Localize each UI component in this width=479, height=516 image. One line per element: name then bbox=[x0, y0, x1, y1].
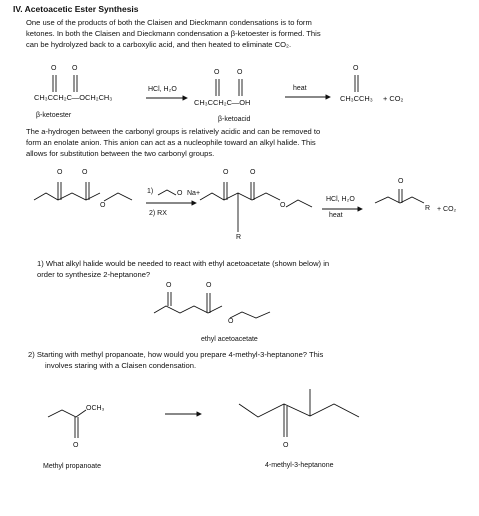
ester-oxygen: O bbox=[280, 202, 286, 209]
carbonyl-oxygen: O bbox=[250, 169, 256, 176]
carbonyl-oxygen: O bbox=[353, 65, 359, 72]
carbonyl-oxygen: O bbox=[73, 442, 79, 449]
ester-oxygen: O bbox=[100, 202, 106, 209]
ethyl-acetoacetate-label: ethyl acetoacetate bbox=[201, 336, 258, 343]
carbonyl-oxygen: O bbox=[214, 69, 220, 76]
scheme2-alkylated-skeleton bbox=[200, 182, 312, 232]
carbonyl-oxygen: O bbox=[57, 169, 63, 176]
carbonyl-oxygen: O bbox=[206, 282, 212, 289]
step1-label: 1) bbox=[147, 188, 154, 195]
co2-product: + CO₂ bbox=[383, 94, 404, 103]
hydrolysis-reagent: HCl, H₂O bbox=[148, 86, 177, 93]
ethoxide-skeleton bbox=[158, 190, 176, 195]
acetone-formula: CH₃CCH₃ bbox=[340, 94, 373, 103]
ethoxide-oxygen: O bbox=[177, 190, 183, 197]
methyl-propanoate-label: Methyl propanoate bbox=[43, 463, 101, 470]
ketoester-formula: CH₃CCH₂C—OCH₂CH₃ bbox=[34, 93, 113, 102]
r-product-label: R bbox=[425, 205, 431, 212]
target-ketone-label: 4-methyl-3-heptanone bbox=[265, 462, 334, 469]
section-title: IV. Acetoacetic Ester Synthesis bbox=[13, 4, 139, 14]
heat-reagent-2: heat bbox=[329, 212, 343, 219]
heat-reagent: heat bbox=[293, 85, 307, 92]
scheme1-carbonyls bbox=[53, 75, 358, 96]
question-1-line: 1) What alkyl halide would be needed to react with ethyl acetoacetate (shown below) in bbox=[37, 259, 330, 268]
ester-oxygen: O bbox=[228, 318, 234, 325]
question-2-line: 2) Starting with methyl propanoate, how would you prepare 4-methyl-3-heptanone? This bbox=[28, 350, 324, 359]
ketoacid-formula: CH₃CCH₂C—OH bbox=[194, 98, 251, 107]
r-substituent: R bbox=[236, 234, 242, 241]
alpha-line: The a-hydrogen between the carbonyl groups is relatively acidic and can be removed to bbox=[26, 127, 321, 136]
question-1-line: order to synthesize 2-heptanone? bbox=[37, 270, 151, 279]
alpha-line: form an enolate anion. This anion can act as a nucleophile toward an alkyl halide. This bbox=[26, 138, 316, 147]
step2-label: 2) RX bbox=[149, 210, 167, 217]
intro-line: can be hydrolyzed back to a carboxylic acid, and then heated to eliminate CO₂. bbox=[26, 40, 292, 49]
scheme2-start-skeleton bbox=[34, 182, 132, 201]
ketoester-label: β-ketoester bbox=[36, 112, 72, 119]
hydrolysis-reagent-2: HCl, H₂O bbox=[326, 196, 355, 203]
ethyl-acetoacetate-skeleton bbox=[154, 292, 270, 318]
methyl-propanoate-skeleton bbox=[48, 410, 86, 438]
carbonyl-oxygen: O bbox=[283, 442, 289, 449]
carbonyl-oxygen: O bbox=[166, 282, 172, 289]
alpha-line: allows for substitution between the two carbonyl groups. bbox=[26, 149, 215, 158]
sodium-counterion: Na+ bbox=[187, 190, 201, 197]
carbonyl-oxygen: O bbox=[72, 65, 78, 72]
intro-line: ketones. In both the Claisen and Dieckmann condensation a β-ketoester is formed. This bbox=[26, 29, 321, 38]
intro-line: One use of the products of both the Claisen and Dieckmann condensations is to form bbox=[26, 18, 312, 27]
carbonyl-oxygen: O bbox=[398, 178, 404, 185]
methoxy-group: OCH₃ bbox=[86, 405, 105, 412]
co2-product-2: + CO₂ bbox=[437, 206, 457, 213]
scheme2-product-skeleton bbox=[375, 189, 424, 203]
ketoacid-label: β-ketoacid bbox=[218, 116, 251, 123]
target-ketone-skeleton bbox=[239, 389, 359, 437]
question-2-line: involves staring with a Claisen condensation. bbox=[45, 361, 197, 370]
carbonyl-oxygen: O bbox=[223, 169, 229, 176]
carbonyl-oxygen: O bbox=[51, 65, 57, 72]
carbonyl-oxygen: O bbox=[82, 169, 88, 176]
carbonyl-oxygen: O bbox=[237, 69, 243, 76]
